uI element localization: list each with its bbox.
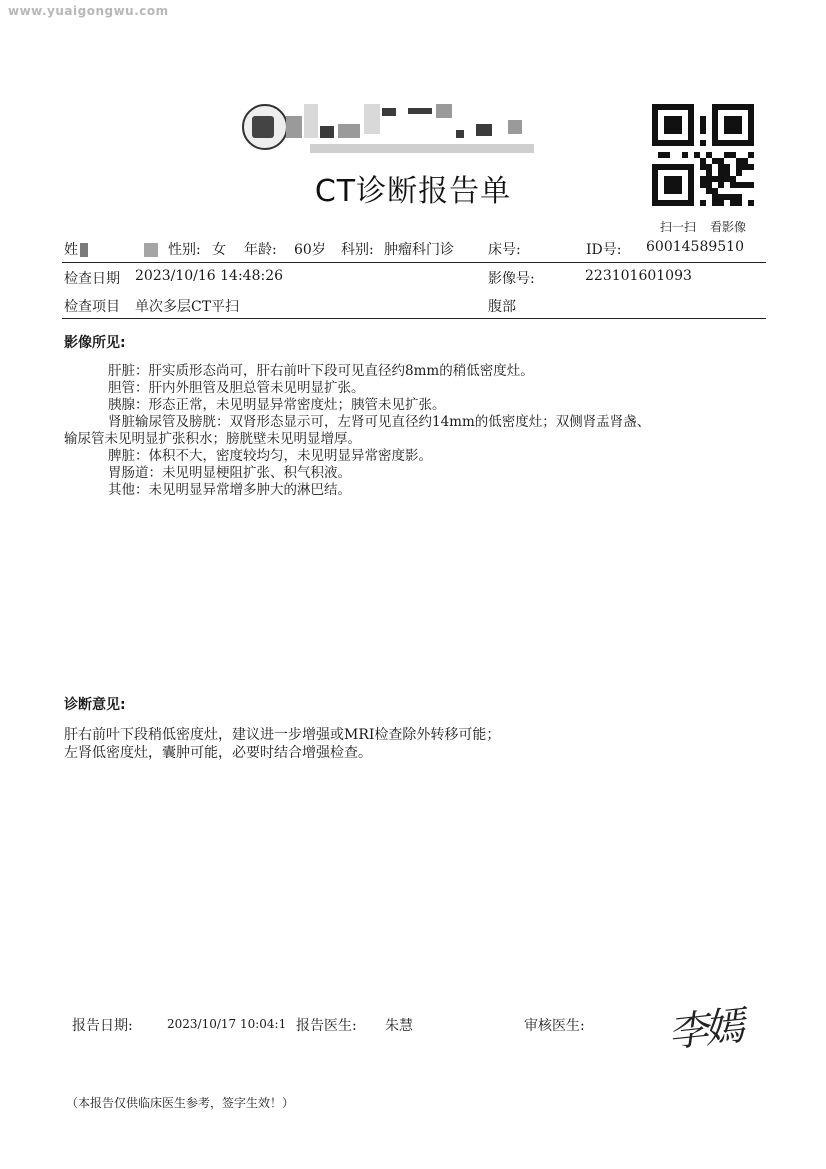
findings-body xyxy=(64,363,764,499)
name-label: 姓 xyxy=(64,242,78,258)
findings-line: 肝脏：肝实质形态尚可，肝右前叶下段可见直径约8mm的稍低密度灶。 xyxy=(108,363,534,379)
hospital-english-name-mosaic xyxy=(310,144,534,153)
report-date-label: 报告日期: xyxy=(72,1018,133,1034)
name-redacted xyxy=(80,243,88,257)
diagnosis-body xyxy=(64,726,764,762)
qr-view-label[interactable]: 看影像 xyxy=(710,220,747,234)
report-title: CT诊断报告单 xyxy=(314,174,512,209)
exam-item-label: 检查项目 xyxy=(64,299,120,315)
divider-bottom xyxy=(62,318,766,319)
findings-title: 影像所见: xyxy=(64,335,126,351)
exam-item-value: 单次多层CT平扫 xyxy=(135,299,240,315)
divider-top xyxy=(62,262,766,263)
exam-date-value: 2023/10/16 14:48:26 xyxy=(135,268,284,284)
findings-line: 脾脏：体积不大，密度较均匀，未见明显异常密度影。 xyxy=(108,448,432,464)
diagnosis-title: 诊断意见: xyxy=(64,697,126,713)
id-label: ID号: xyxy=(586,242,622,258)
reviewer-signature: 李嫣 xyxy=(666,1003,743,1057)
hospital-logo xyxy=(242,104,288,150)
findings-line: 胰腺：形态正常，未见明显异常密度灶；胰管未见扩张。 xyxy=(108,397,446,413)
findings-line: 胆管：肝内外胆管及胆总管未见明显扩张。 xyxy=(108,380,365,396)
bed-label: 床号: xyxy=(488,242,521,258)
findings-line: 输尿管未见明显扩张积水；膀胱壁未见明显增厚。 xyxy=(64,431,361,447)
findings-line: 肾脏输尿管及膀胱：双肾形态显示可，左肾可见直径约14mm的低密度灶；双侧肾盂肾盏、 xyxy=(108,414,651,430)
findings-line: 其他：未见明显异常增多肿大的淋巴结。 xyxy=(108,482,351,498)
diagnosis-line: 左肾低密度灶，囊肿可能，必要时结合增强检查。 xyxy=(64,745,372,761)
exam-date-label: 检查日期 xyxy=(64,271,120,287)
image-no-value: 223101601093 xyxy=(585,268,692,284)
age-label: 年龄: xyxy=(244,242,277,258)
hospital-name-mosaic xyxy=(286,104,536,140)
dept-label: 科别: xyxy=(341,242,374,258)
reviewer-label: 审核医生: xyxy=(524,1018,585,1034)
findings-line: 胃肠道：未见明显梗阻扩张、积气积液。 xyxy=(108,465,351,481)
qr-scan-label: 扫一扫 xyxy=(660,220,697,234)
gender-label: 性别: xyxy=(168,242,201,258)
patient-row xyxy=(64,239,766,259)
gender-value: 女 xyxy=(212,242,226,258)
watermark: www.yuaigongwu.com xyxy=(8,4,169,18)
image-no-label: 影像号: xyxy=(488,271,535,287)
disclaimer: （本报告仅供临床医生参考，签字生效！） xyxy=(66,1096,295,1110)
diagnosis-line: 肝右前叶下段稍低密度灶，建议进一步增强或MRI检查除外转移可能； xyxy=(64,727,501,743)
doctor-name: 朱慧 xyxy=(385,1018,413,1034)
dept-value: 肿瘤科门诊 xyxy=(384,242,454,258)
exam-part-value: 腹部 xyxy=(488,299,516,315)
qr-code[interactable] xyxy=(652,104,754,206)
id-value: 60014589510 xyxy=(646,239,744,255)
age-value: 60岁 xyxy=(294,242,326,258)
doctor-label: 报告医生: xyxy=(296,1018,357,1034)
report-date-value: 2023/10/17 10:04:1 xyxy=(167,1017,287,1031)
name-redacted-2 xyxy=(144,243,158,257)
